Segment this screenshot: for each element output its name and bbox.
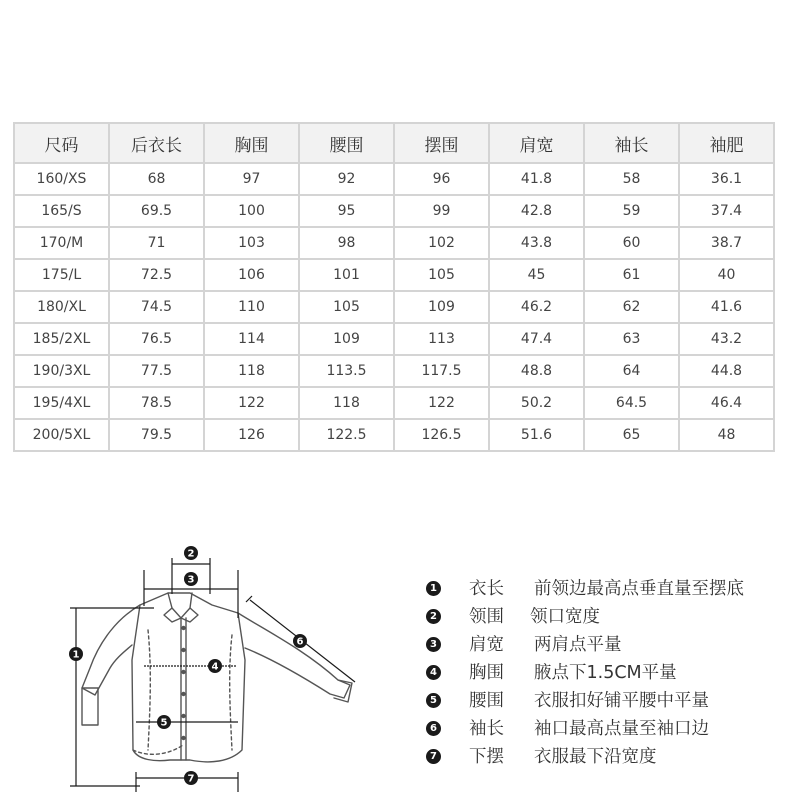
header-cell: 后衣长 [109,123,204,163]
size-cell: 165/S [14,195,109,227]
measurement-cell: 45 [489,259,584,291]
measurement-cell: 79.5 [109,419,204,451]
measurement-cell: 48.8 [489,355,584,387]
measurement-cell: 113.5 [299,355,394,387]
marker-6 [293,634,307,648]
measurement-cell: 63 [584,323,679,355]
legend-description: 两肩点平量 [534,635,622,655]
measurement-cell: 37.4 [679,195,774,227]
measurement-cell: 92 [299,163,394,195]
measurement-cell: 43.2 [679,323,774,355]
measurement-cell: 61 [584,259,679,291]
measurement-cell: 71 [109,227,204,259]
measurement-cell: 96 [394,163,489,195]
svg-text:7: 7 [187,773,195,785]
svg-text:2: 2 [187,548,195,560]
measurement-cell: 46.2 [489,291,584,323]
header-cell: 摆围 [394,123,489,163]
legend-name: 袖长 [469,719,504,739]
measurement-cell: 50.2 [489,387,584,419]
legend-name: 胸围 [469,663,504,683]
size-cell: 180/XL [14,291,109,323]
measurement-cell: 117.5 [394,355,489,387]
measurement-cell: 62 [584,291,679,323]
measurement-cell: 42.8 [489,195,584,227]
marker-2 [184,546,198,560]
header-cell: 肩宽 [489,123,584,163]
measurement-cell: 109 [394,291,489,323]
legend-name: 衣长 [469,579,504,599]
measurement-cell: 60 [584,227,679,259]
legend-number-badge: 7 [426,749,441,764]
table-row [14,291,774,323]
svg-text:6: 6 [296,636,304,648]
table-body [14,163,774,451]
measurement-cell: 64 [584,355,679,387]
measurement-cell: 44.8 [679,355,774,387]
size-cell: 200/5XL [14,419,109,451]
measurement-cell: 72.5 [109,259,204,291]
legend-name: 肩宽 [469,635,504,655]
measurement-cell: 65 [584,419,679,451]
measurement-cell: 105 [299,291,394,323]
measurement-cell: 105 [394,259,489,291]
measurement-cell: 122 [204,387,299,419]
legend-number-badge: 2 [426,609,441,624]
measurement-cell: 106 [204,259,299,291]
marker-3 [184,572,198,586]
measurement-cell: 77.5 [109,355,204,387]
measurement-cell: 126.5 [394,419,489,451]
size-cell: 185/2XL [14,323,109,355]
measurement-cell: 38.7 [679,227,774,259]
measurement-cell: 41.6 [679,291,774,323]
measurement-cell: 78.5 [109,387,204,419]
measurement-cell: 110 [204,291,299,323]
measurement-cell: 69.5 [109,195,204,227]
measurement-cell: 118 [299,387,394,419]
marker-5 [157,715,171,729]
size-cell: 195/4XL [14,387,109,419]
measurement-cell: 114 [204,323,299,355]
measurement-cell: 40 [679,259,774,291]
measurement-cell: 103 [204,227,299,259]
measurement-cell: 48 [679,419,774,451]
svg-text:4: 4 [211,661,219,673]
size-cell: 160/XS [14,163,109,195]
measurement-cell: 122.5 [299,419,394,451]
legend-name: 腰围 [469,691,504,711]
measurement-cell: 58 [584,163,679,195]
measurement-cell: 97 [204,163,299,195]
svg-text:5: 5 [160,717,168,729]
measurement-cell: 51.6 [489,419,584,451]
measurement-cell: 102 [394,227,489,259]
measurement-cell: 46.4 [679,387,774,419]
measurement-cell: 64.5 [584,387,679,419]
size-cell: 190/3XL [14,355,109,387]
measurement-cell: 47.4 [489,323,584,355]
table-row [14,323,774,355]
measurement-cell: 113 [394,323,489,355]
legend-description: 领口宽度 [530,607,600,627]
header-cell: 袖长 [584,123,679,163]
measurement-cell: 76.5 [109,323,204,355]
measurement-cell: 68 [109,163,204,195]
legend-number-badge: 4 [426,665,441,680]
measurement-cell: 43.8 [489,227,584,259]
legend-description: 腋点下1.5CM平量 [534,663,677,683]
shirt-buttons [181,626,185,740]
measurement-cell: 41.8 [489,163,584,195]
shirt-outline [82,593,352,762]
svg-text:1: 1 [72,649,80,661]
legend-description: 衣服扣好铺平腰中平量 [534,691,709,711]
measurement-lines [70,558,355,792]
legend-name: 下摆 [469,747,504,767]
measurement-cell: 98 [299,227,394,259]
measurement-cell: 99 [394,195,489,227]
measurement-cell: 122 [394,387,489,419]
table-header-row [14,123,774,163]
legend-description: 前领边最高点垂直量至摆底 [534,579,744,599]
legend-name: 领围 [469,607,504,627]
marker-1 [69,647,83,661]
size-cell: 170/M [14,227,109,259]
measurement-cell: 59 [584,195,679,227]
table-row [14,195,774,227]
legend-number-badge: 1 [426,581,441,596]
table-row [14,227,774,259]
measurement-cell: 74.5 [109,291,204,323]
measurement-cell: 100 [204,195,299,227]
size-cell: 175/L [14,259,109,291]
legend-description: 袖口最高点量至袖口边 [534,719,709,739]
table-row [14,419,774,451]
marker-7 [184,771,198,785]
svg-text:3: 3 [187,574,195,586]
header-cell: 尺码 [14,123,109,163]
measurement-cell: 36.1 [679,163,774,195]
table-row [14,387,774,419]
header-cell: 袖肥 [679,123,774,163]
marker-4 [208,659,222,673]
shirt-measurement-diagram [60,540,370,798]
table-row [14,163,774,195]
legend-number-badge: 5 [426,693,441,708]
table-row [14,259,774,291]
legend-number-badge: 3 [426,637,441,652]
header-cell: 胸围 [204,123,299,163]
size-chart-table [13,122,775,452]
measurement-cell: 101 [299,259,394,291]
table-row [14,355,774,387]
header-cell: 腰围 [299,123,394,163]
measurement-cell: 95 [299,195,394,227]
measurement-cell: 126 [204,419,299,451]
legend-number-badge: 6 [426,721,441,736]
measurement-cell: 109 [299,323,394,355]
measurement-cell: 118 [204,355,299,387]
legend-description: 衣服最下沿宽度 [534,747,657,767]
